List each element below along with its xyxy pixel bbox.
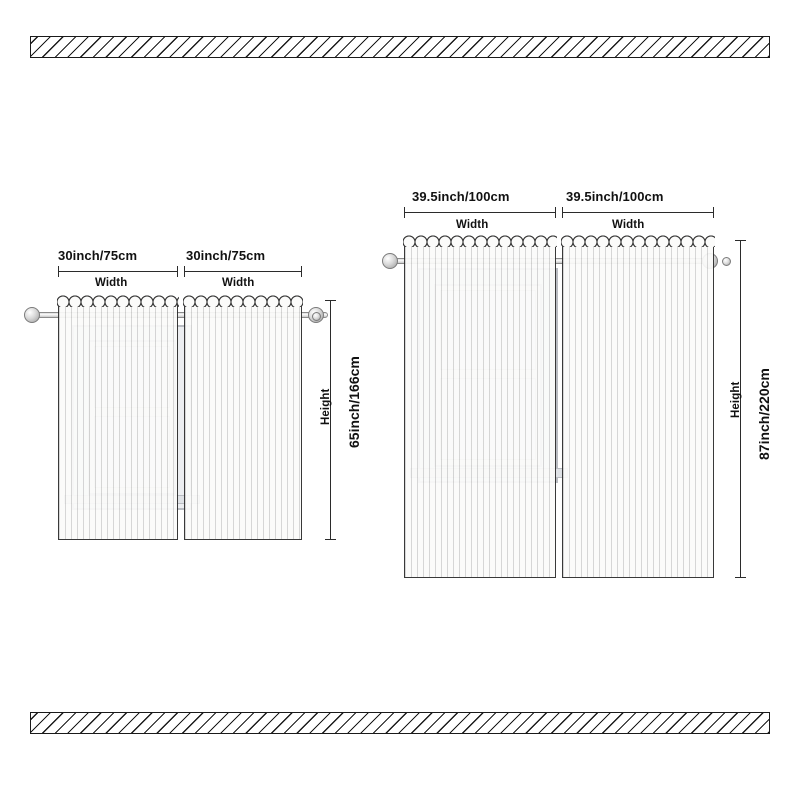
right-curtain-panel-left — [404, 240, 556, 578]
right-panel-right-width-word: Width — [612, 219, 645, 231]
right-rod-finial-left — [382, 253, 398, 269]
right-height-tick-bottom — [735, 577, 746, 578]
right-panel-right-width-value: 39.5inch/100cm — [566, 189, 664, 204]
left-panel-right-width-value: 30inch/75cm — [186, 248, 266, 263]
right-height-tick-top — [735, 240, 746, 241]
left-height-tick-top — [325, 300, 336, 301]
left-height-word: Height — [320, 388, 332, 425]
right-height-value: 87inch/220cm — [756, 368, 772, 460]
left-height-value: 65inch/166cm — [346, 356, 362, 448]
right-width-tick-right-end — [713, 207, 714, 218]
ceiling-hatch-band — [30, 36, 770, 58]
left-panel-left-scallop-edge — [57, 293, 179, 307]
left-width-tick-left-end — [177, 266, 178, 277]
right-width-dim-line-left — [404, 212, 556, 213]
left-panel-left-width-word: Width — [95, 277, 128, 289]
right-panel-right-scallop-edge — [561, 233, 715, 247]
left-curtain-panel-left — [58, 300, 178, 540]
left-panel-left-width-value: 30inch/75cm — [58, 248, 138, 263]
right-width-tick-left-end — [555, 207, 556, 218]
left-panel-right-width-word: Width — [222, 277, 255, 289]
right-panel-left-width-value: 39.5inch/100cm — [412, 189, 510, 204]
left-width-tick-right-end — [301, 266, 302, 277]
left-rod-finial-left — [24, 307, 40, 323]
right-width-tick-right-start — [562, 207, 563, 218]
left-width-tick-left-start — [58, 266, 59, 277]
right-width-dim-line-right — [562, 212, 714, 213]
floor-hatch-band — [30, 712, 770, 734]
right-width-tick-left-start — [404, 207, 405, 218]
right-height-dim-cap — [722, 257, 731, 266]
right-panel-left-scallop-edge — [403, 233, 557, 247]
left-height-tick-bottom — [325, 539, 336, 540]
right-panel-left-width-word: Width — [456, 219, 489, 231]
left-width-dim-line-right — [184, 271, 302, 272]
left-panel-right-scallop-edge — [183, 293, 303, 307]
left-curtain-panel-right — [184, 300, 302, 540]
right-height-word: Height — [730, 381, 742, 418]
left-height-dim-cap — [312, 312, 321, 321]
left-width-tick-right-start — [184, 266, 185, 277]
left-width-dim-line-left — [58, 271, 178, 272]
right-curtain-panel-right — [562, 240, 714, 578]
